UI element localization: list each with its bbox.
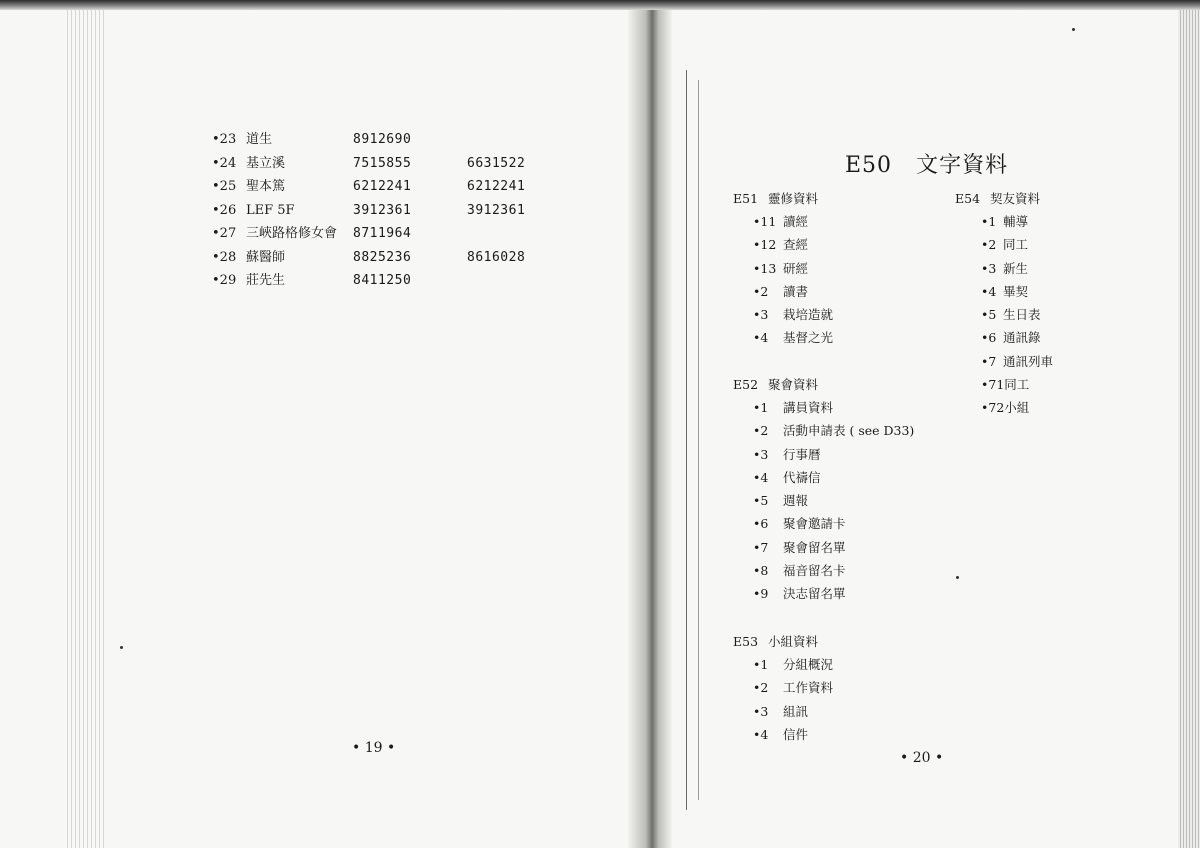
list-item <box>733 443 914 466</box>
page-number-right: • 20 • <box>900 750 944 766</box>
item-label: 畢契 <box>1003 283 1029 299</box>
section-label: 小組資料 <box>768 634 819 649</box>
item-number: •3 <box>753 703 769 719</box>
contact-phone: 6212241 <box>353 179 412 194</box>
contact-phone: 8711964 <box>353 226 412 241</box>
item-label: 通訊錄 <box>1003 330 1041 346</box>
list-item <box>733 233 833 256</box>
list-item <box>733 582 914 605</box>
item-number: •13 <box>753 260 777 276</box>
list-item <box>733 326 833 349</box>
heading-code: E50 <box>845 153 893 178</box>
contact-number: •27 <box>212 226 237 241</box>
contact-phone-alt: 6631522 <box>467 155 526 171</box>
item-number: •2 <box>981 237 997 253</box>
contact-number: •28 <box>212 249 237 265</box>
item-label: 通訊列車 <box>1003 353 1054 369</box>
contact-phone: 8411250 <box>353 273 412 288</box>
item-number: •71 <box>981 377 1005 393</box>
paper-speck <box>1072 28 1075 31</box>
list-item <box>733 676 833 699</box>
list-item <box>955 257 1053 280</box>
item-label: 聚會留名單 <box>783 539 846 555</box>
item-label: 讀經 <box>783 214 809 229</box>
item-number: •72 <box>981 400 1005 416</box>
section-title <box>733 373 914 396</box>
list-item <box>955 233 1053 256</box>
contact-phone: 8825236 <box>353 249 412 265</box>
section-title <box>733 630 833 653</box>
paper-speck <box>120 646 123 649</box>
contact-name: 莊先生 <box>246 273 286 288</box>
item-label: 基督之光 <box>783 330 834 346</box>
section-code: E53 <box>733 634 759 649</box>
item-number: •1 <box>753 657 769 672</box>
list-item <box>733 466 914 489</box>
item-number: •9 <box>753 586 769 602</box>
item-label: 研經 <box>783 260 809 276</box>
contact-number: •26 <box>212 202 237 218</box>
item-number: •7 <box>981 353 997 369</box>
item-label: 分組概況 <box>783 657 834 672</box>
item-label: 聚會邀請卡 <box>783 516 846 532</box>
item-number: •3 <box>981 260 997 276</box>
item-number: •4 <box>753 469 769 485</box>
item-label: 週報 <box>783 493 809 509</box>
contact-name: 三峽路格修女會 <box>246 226 338 241</box>
item-number: •6 <box>981 330 997 346</box>
list-item <box>955 303 1053 326</box>
section-label: 靈修資料 <box>768 191 819 206</box>
page-edge-stack <box>64 6 104 848</box>
list-item <box>733 512 914 535</box>
item-number: •2 <box>753 680 769 696</box>
item-number: •11 <box>753 214 777 229</box>
section-label: 契友資料 <box>990 191 1041 206</box>
item-label: 小組 <box>1004 400 1030 416</box>
item-number: •3 <box>753 446 769 462</box>
item-number: •6 <box>753 516 769 532</box>
list-item <box>733 280 833 303</box>
contact-name: 蘇醫師 <box>246 249 286 265</box>
item-label: 讀書 <box>783 283 809 299</box>
list-item <box>955 396 1053 419</box>
section-title <box>955 187 1053 210</box>
section-e51 <box>733 187 833 350</box>
item-number: •3 <box>753 307 769 323</box>
section-e53 <box>733 630 833 746</box>
item-label: 行事曆 <box>783 446 821 462</box>
item-number: •5 <box>753 493 769 509</box>
item-label: 工作資料 <box>783 680 834 696</box>
list-item <box>955 373 1053 396</box>
list-item <box>733 723 833 746</box>
list-item <box>733 303 833 326</box>
item-number: •5 <box>981 307 997 323</box>
item-label: 同工 <box>1004 377 1030 393</box>
list-item <box>955 326 1053 349</box>
contact-phone-alt: 8616028 <box>467 249 526 265</box>
item-number: •8 <box>753 563 769 579</box>
list-item <box>733 559 914 582</box>
list-item <box>733 257 833 280</box>
section-code: E51 <box>733 191 759 206</box>
item-number: •1 <box>981 214 997 229</box>
left-page <box>0 6 640 848</box>
page-heading <box>845 148 1008 179</box>
section-e54 <box>955 187 1053 420</box>
contact-name: 基立溪 <box>246 155 286 171</box>
item-label: 查經 <box>783 237 809 253</box>
section-code: E52 <box>733 377 759 392</box>
section-title <box>733 187 833 210</box>
section-e52 <box>733 373 914 606</box>
item-number: •7 <box>753 539 769 555</box>
page-number-left: • 19 • <box>352 740 396 756</box>
list-item <box>733 653 833 676</box>
list-item <box>733 419 914 442</box>
book-gutter <box>628 0 672 848</box>
list-item <box>733 700 833 723</box>
paper-speck <box>956 576 959 579</box>
list-item <box>955 350 1053 373</box>
contact-number: •24 <box>212 155 237 171</box>
item-label: 同工 <box>1003 237 1029 253</box>
list-item <box>955 280 1053 303</box>
item-label: 生日表 <box>1003 307 1041 323</box>
heading-title: 文字資料 <box>916 153 1009 178</box>
item-label: 代禱信 <box>783 469 821 485</box>
contact-name: 道生 <box>246 132 273 147</box>
contact-phone: 7515855 <box>353 155 412 171</box>
item-label: 組訊 <box>783 703 809 719</box>
section-code: E54 <box>955 191 981 206</box>
item-number: •2 <box>753 423 769 439</box>
item-number: •1 <box>753 400 769 415</box>
contact-number: •29 <box>212 273 237 288</box>
contact-phone-alt: 3912361 <box>467 202 526 218</box>
contact-phone-alt: 6212241 <box>467 179 526 194</box>
item-label: 栽培造就 <box>783 307 834 323</box>
contact-name: LEF 5F <box>246 202 295 218</box>
item-label: 決志留名單 <box>783 586 846 602</box>
item-label: 新生 <box>1003 260 1029 276</box>
margin-line <box>686 70 687 810</box>
contact-phone: 8912690 <box>353 132 412 147</box>
contact-name: 聖本篤 <box>246 179 286 194</box>
item-number: •12 <box>753 237 777 253</box>
list-item <box>733 396 914 419</box>
item-number: •4 <box>753 726 769 742</box>
item-label: 講員資料 <box>783 400 834 415</box>
item-label: 福音留名卡 <box>783 563 846 579</box>
list-item <box>955 210 1053 233</box>
item-number: •4 <box>753 330 769 346</box>
list-item <box>733 536 914 559</box>
margin-line <box>698 80 699 800</box>
list-item <box>733 489 914 512</box>
section-label: 聚會資料 <box>768 377 819 392</box>
item-label: 信件 <box>783 726 809 742</box>
item-number: •2 <box>753 283 769 299</box>
contact-number: •23 <box>212 132 237 147</box>
item-label: 活動申請表 ( see D33) <box>783 423 915 439</box>
contact-number: •25 <box>212 179 237 194</box>
list-item <box>733 210 833 233</box>
item-number: •4 <box>981 283 997 299</box>
top-shadow <box>0 0 1200 10</box>
right-page-edge <box>1178 0 1200 848</box>
item-label: 輔導 <box>1003 214 1029 229</box>
contact-phone: 3912361 <box>353 202 412 218</box>
